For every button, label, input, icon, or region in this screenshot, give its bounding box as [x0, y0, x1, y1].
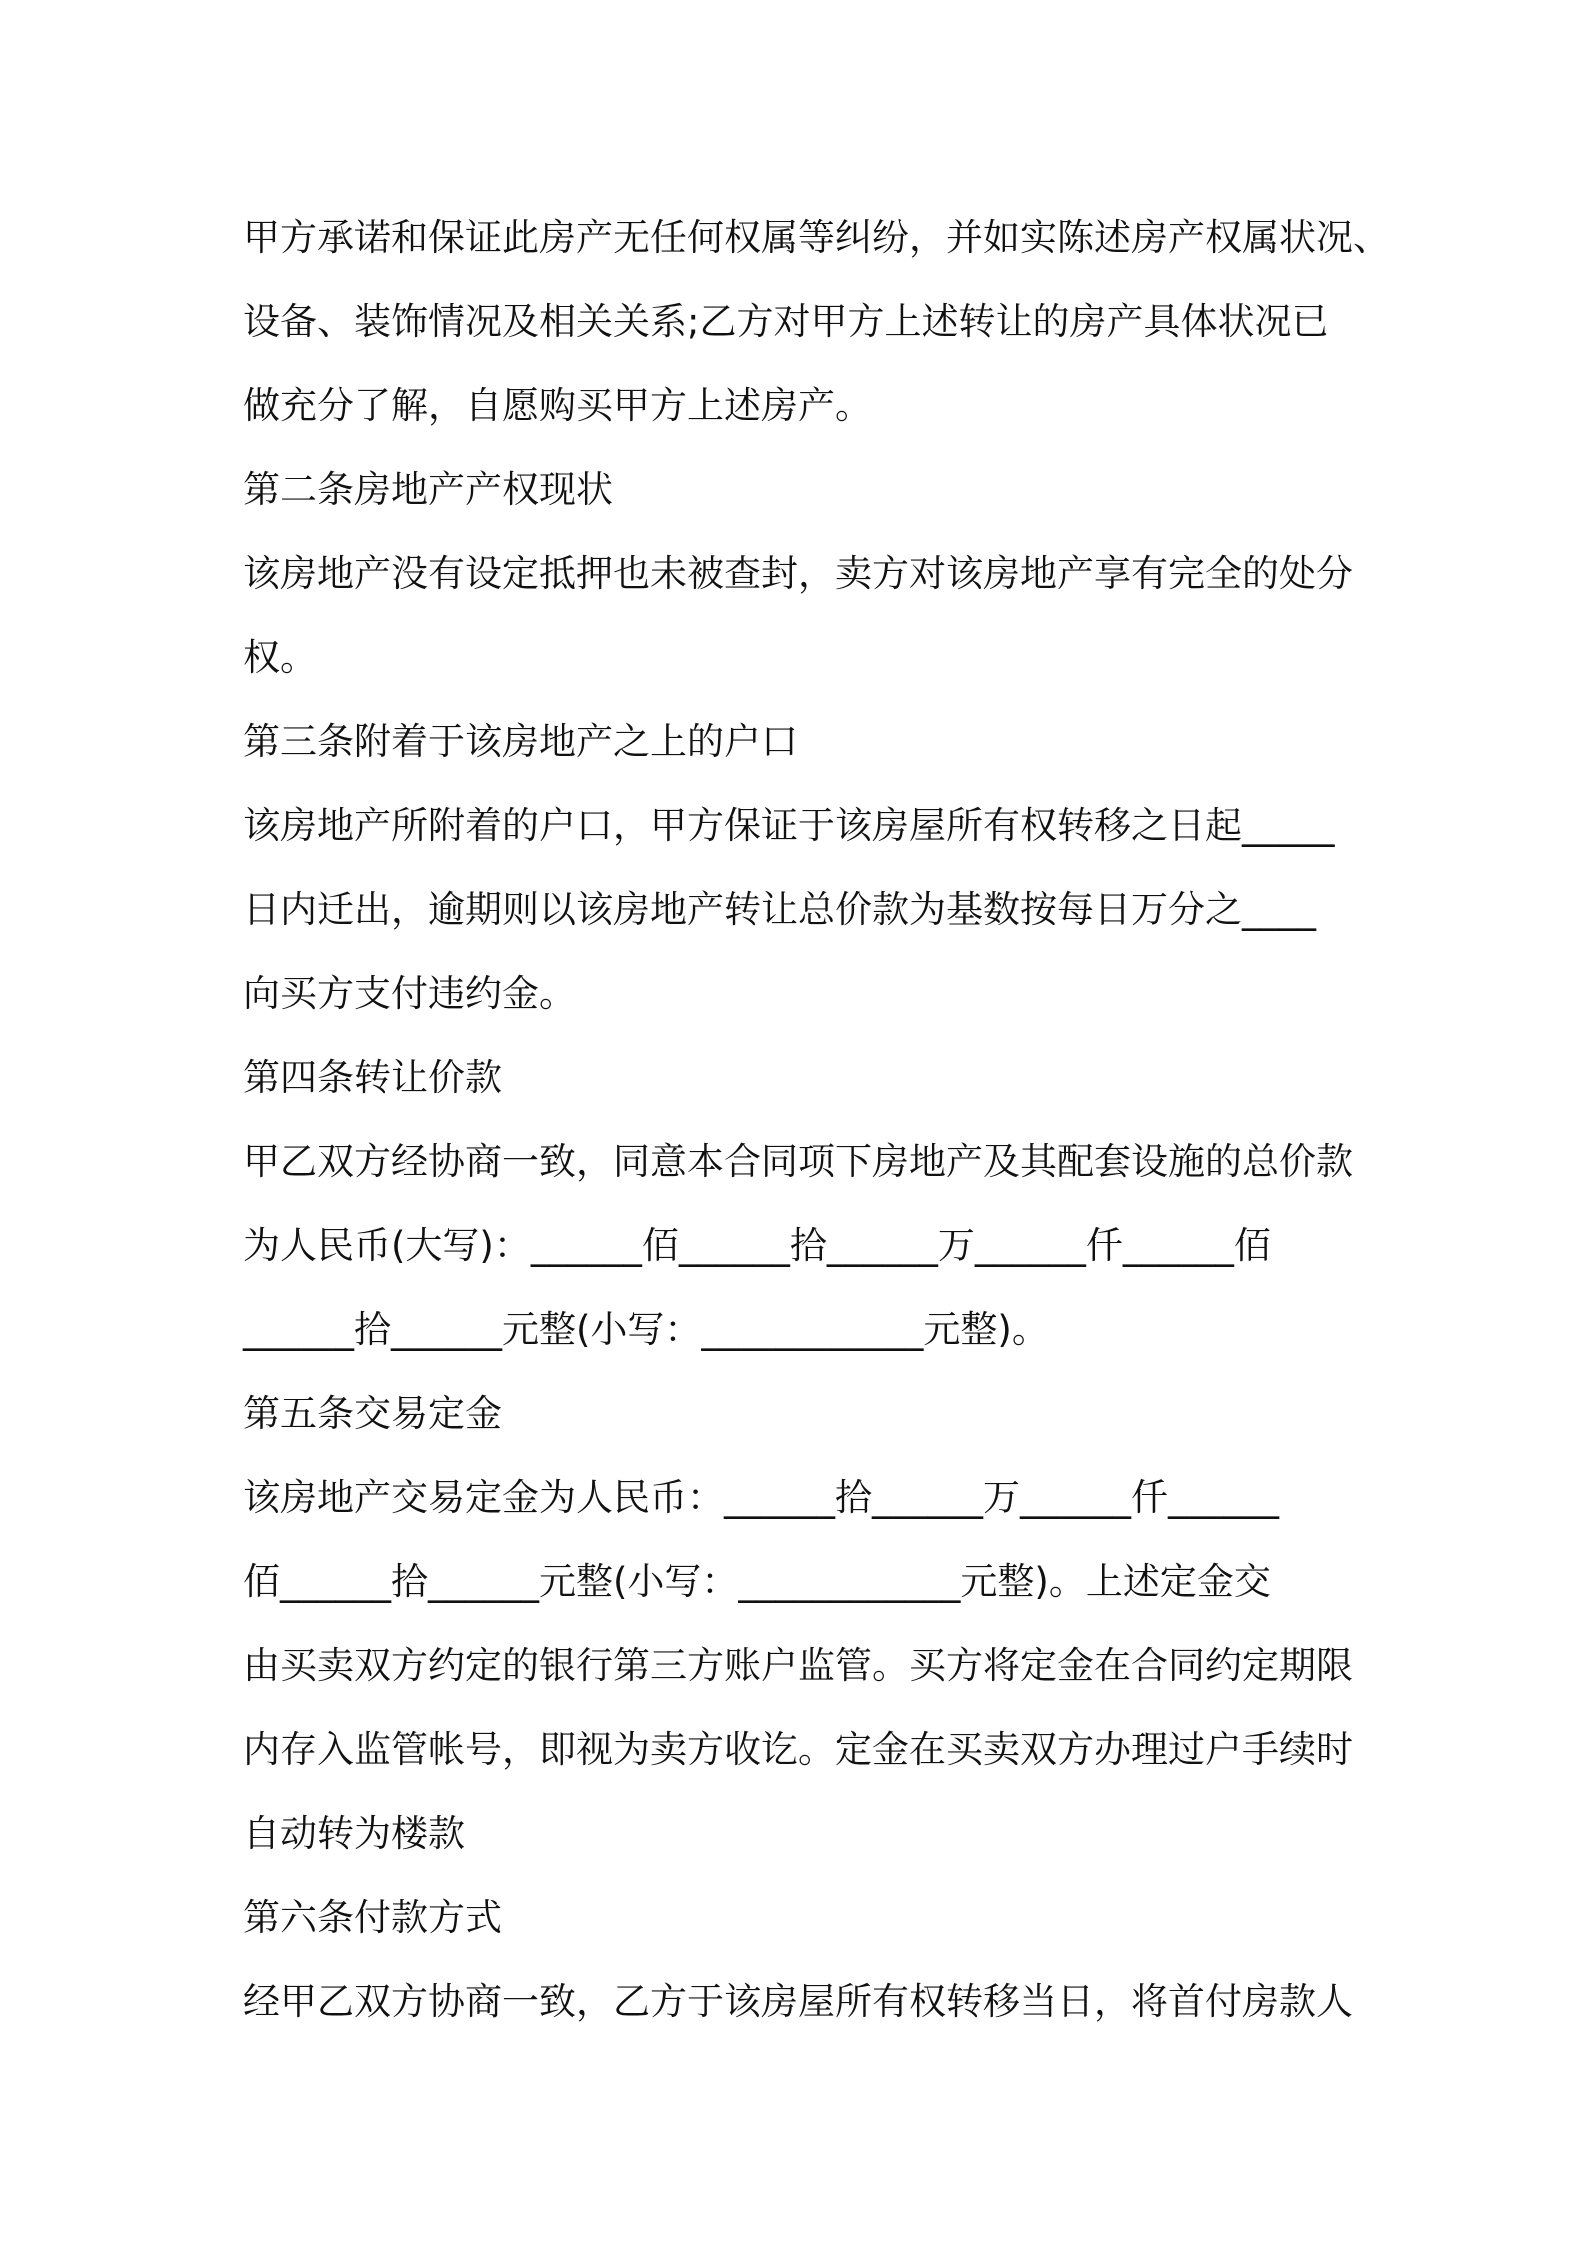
paragraph-line: 该房地产没有设定抵押也未被查封，卖方对该房地产享有完全的处分 — [243, 552, 1353, 595]
paragraph-line: 向买方支付违约金。 — [243, 972, 576, 1015]
paragraph-line: 权。 — [243, 636, 317, 679]
document-body — [243, 196, 1390, 2044]
paragraph-line: 日内迁出，逾期则以该房地产转让总价款为基数按每日万分之____ — [243, 888, 1316, 931]
section-heading-2: 第二条房地产产权现状 — [243, 468, 613, 511]
paragraph-line: 由买卖双方约定的银行第三方账户监管。买方将定金在合同约定期限 — [243, 1644, 1353, 1687]
paragraph-line: 设备、装饰情况及相关关系;乙方对甲方上述转让的房产具体状况已 — [243, 300, 1329, 343]
section-heading-6: 第六条付款方式 — [243, 1896, 502, 1939]
paragraph-line: 为人民币(大写)：______佰______拾______万______仟______佰 — [243, 1224, 1271, 1267]
section-heading-3: 第三条附着于该房地产之上的户口 — [243, 720, 798, 763]
paragraph-line: 经甲乙双方协商一致，乙方于该房屋所有权转移当日，将首付房款人 — [243, 1980, 1353, 2023]
paragraph-line: 内存入监管帐号，即视为卖方收讫。定金在买卖双方办理过户手续时 — [243, 1728, 1353, 1771]
paragraph-line: 甲乙双方经协商一致，同意本合同项下房地产及其配套设施的总价款 — [243, 1140, 1353, 1183]
paragraph-line: 自动转为楼款 — [243, 1812, 465, 1855]
section-heading-4: 第四条转让价款 — [243, 1056, 502, 1099]
section-heading-5: 第五条交易定金 — [243, 1392, 502, 1435]
paragraph-line: 该房地产交易定金为人民币：______拾______万______仟______ — [243, 1476, 1279, 1519]
paragraph-line: 甲方承诺和保证此房产无任何权属等纠纷，并如实陈述房产权属状况、 — [243, 216, 1390, 259]
paragraph-line: 该房地产所附着的户口，甲方保证于该房屋所有权转移之日起_____ — [243, 804, 1335, 847]
paragraph-line: ______拾______元整(小写：____________元整)。 — [243, 1308, 1049, 1351]
paragraph-line: 做充分了解，自愿购买甲方上述房产。 — [243, 384, 872, 427]
paragraph-line: 佰______拾______元整(小写：____________元整)。上述定金交 — [243, 1560, 1271, 1603]
